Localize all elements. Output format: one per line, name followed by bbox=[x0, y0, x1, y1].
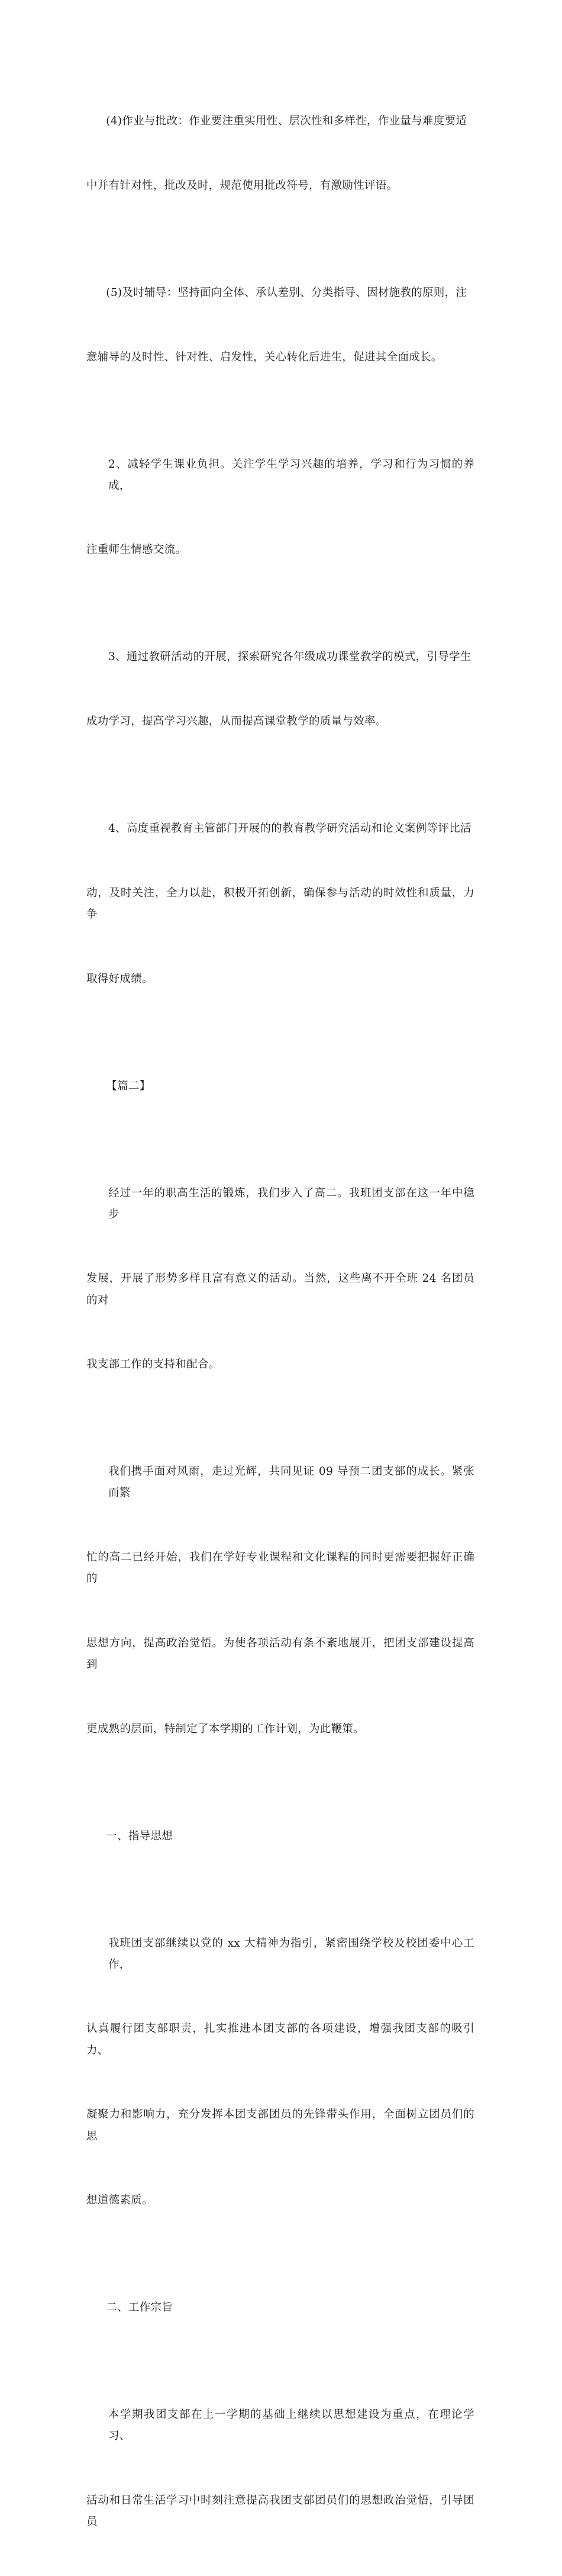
text-line: (4)作业与批改：作业要注重实用性、层次性和多样性，作业量与难度要适 bbox=[106, 115, 467, 128]
paragraph-intro bbox=[86, 1140, 474, 1419]
text-line: 活动和日常生活学习中时刻注意提高我团支部团员们的思想政治觉悟，引导团员 bbox=[86, 2494, 474, 2529]
section-heading-work-purpose bbox=[86, 2255, 474, 2362]
text-line: 更成熟的层面，特制定了本学期的工作计划，为此鞭策。 bbox=[86, 1722, 365, 1735]
text-line: 4、高度重视教育主管部门开展的的教育教学研究活动和论文案例等评比活 bbox=[108, 822, 471, 835]
section-heading-guiding-ideology bbox=[86, 1783, 474, 1890]
paragraph-tutoring bbox=[86, 240, 474, 411]
text-line: 我们携手面对风雨，走过光辉，共同见证 09 导预二团支部的成长。紧张而繁 bbox=[108, 1465, 474, 1500]
text-line: 一、指导思想 bbox=[106, 1829, 173, 1842]
text-line: 想道德素质。 bbox=[86, 2194, 153, 2207]
text-line: 成功学习，提高学习兴趣，从而提高课堂教学的质量与效率。 bbox=[86, 715, 387, 728]
text-line: 动，及时关注，全力以赴，积极开拓创新，确保参与活动的时效性和质量，力争 bbox=[86, 886, 474, 921]
text-line: 发展，开展了形势多样且富有意义的活动。当然，这些离不开全班 24 名团员的对 bbox=[86, 1272, 474, 1307]
text-line: 忙的高二已经开始，我们在学好专业课程和文化课程的同时更需要把握好正确的 bbox=[86, 1551, 474, 1586]
text-line: 意辅导的及时性、针对性、启发性，关心转化后进生，促进其全面成长。 bbox=[86, 350, 443, 364]
text-line: 【篇二】 bbox=[106, 1079, 151, 1092]
paragraph-competitions bbox=[86, 776, 474, 1033]
text-line: (5)及时辅导：坚持面向全体、承认差别、分类指导、因材施教的原则，注 bbox=[106, 287, 467, 300]
text-line: 二、工作宗旨 bbox=[106, 2301, 173, 2314]
text-line: 我支部工作的支持和配合。 bbox=[86, 1358, 220, 1371]
paragraph-homework bbox=[86, 68, 474, 240]
text-line: 3、通过教研活动的开展，探索研究各年级成功课堂教学的模式，引导学生 bbox=[108, 651, 471, 664]
text-line: 经过一年的职高生活的锻炼，我们步入了高二。我班团支部在这一年中稳步 bbox=[108, 1186, 474, 1221]
paragraph-guiding-ideology bbox=[86, 1890, 474, 2254]
text-line: 认真履行团支部职责，扎实推进本团支部的各项建设，增强我团支部的吸引力、 bbox=[86, 2022, 474, 2057]
text-line: 思想方向，提高政治觉悟。为使各项活动有条不紊地展开，把团支部建设提高到 bbox=[86, 1636, 474, 1671]
text-line: 凝聚力和影响力，充分发挥本团支部团员的先锋带头作用，全面树立团员们的思 bbox=[86, 2108, 474, 2143]
text-line: 注重师生情感交流。 bbox=[86, 543, 187, 557]
paragraph-plan-purpose bbox=[86, 1419, 474, 1783]
text-line: 我班团支部继续以党的 xx 大精神为指引，紧密围绕学校及校团委中心工作， bbox=[108, 1937, 474, 1971]
text-line: 取得好成绩。 bbox=[86, 972, 153, 985]
section-heading-part-two bbox=[86, 1033, 474, 1140]
text-line: 2、减轻学生课业负担。关注学生学习兴趣的培养，学习和行为习惯的养成， bbox=[108, 458, 474, 492]
text-line: 中并有针对性，批改及时，规范使用批改符号，有激励性评语。 bbox=[86, 179, 398, 192]
paragraph-teaching-research bbox=[86, 604, 474, 776]
paragraph-reduce-burden bbox=[86, 411, 474, 604]
document-body bbox=[86, 68, 474, 2576]
paragraph-work-purpose bbox=[86, 2362, 474, 2576]
text-line: 本学期我团支部在上一学期的基础上继续以思想建设为重点，在理论学习、 bbox=[108, 2408, 474, 2443]
